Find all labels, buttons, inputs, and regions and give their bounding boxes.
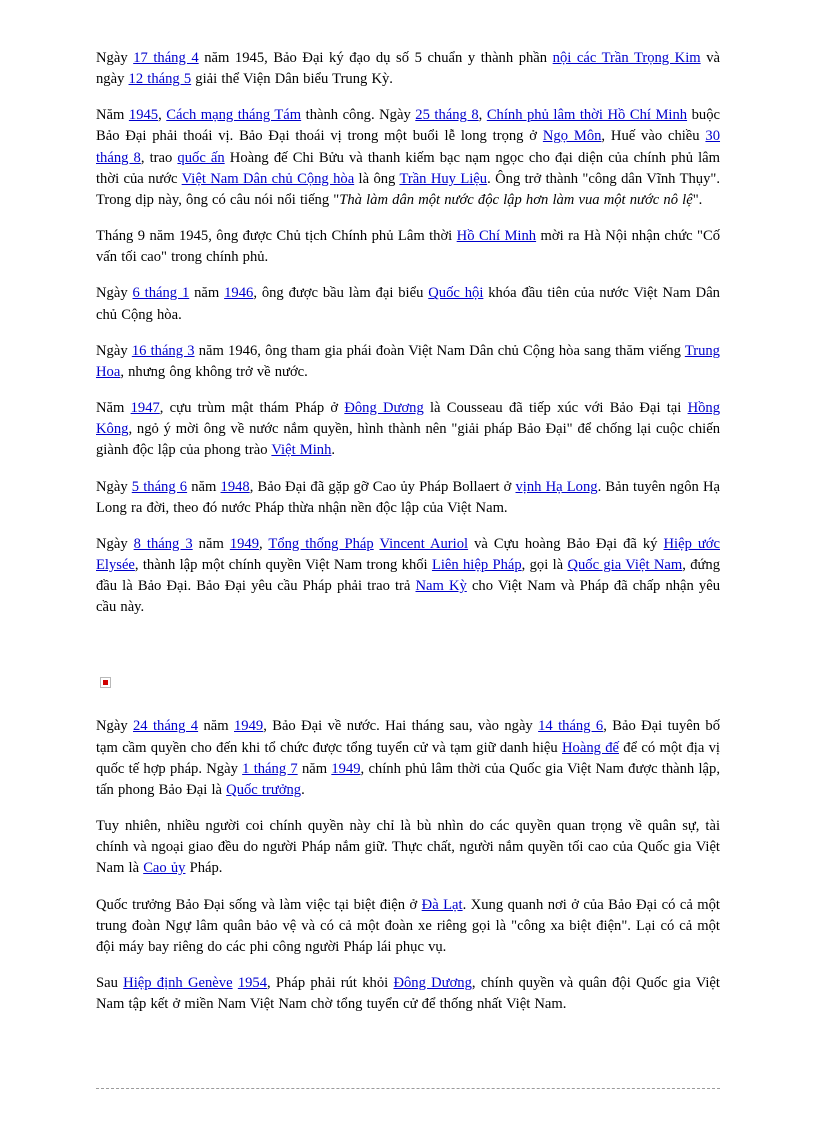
document-link[interactable]: Đà Lạt — [421, 896, 463, 913]
document-link[interactable]: 17 tháng 4 — [133, 50, 199, 66]
paragraph — [96, 398, 720, 461]
document-link[interactable]: Đông Dương — [393, 975, 472, 991]
text-run: . Bản tuyên ngôn Hạ Long ra đời, theo đó nước Pháp thừa nhận nền độc lập của Việt Nam. — [96, 478, 720, 516]
document-link[interactable]: vịnh Hạ Long — [515, 478, 598, 495]
text-run: , — [259, 535, 269, 552]
paragraph — [96, 477, 720, 519]
document-link[interactable]: Việt Minh — [271, 442, 332, 459]
document-link[interactable]: Hiệp định Genève — [123, 975, 233, 991]
text-run: Ngày — [96, 342, 132, 359]
text-run: . — [331, 442, 336, 459]
document-link[interactable]: 1948 — [220, 478, 250, 495]
document-link[interactable]: 1945 — [128, 107, 159, 124]
text-run: , gọi là — [521, 556, 568, 573]
text-run: Tuy nhiên, nhiều người coi chính quyền này chỉ là bù nhìn do các quyền quan trọng về quân sự, tài chính và ngoại giao đều do người Pháp nắm giữ. Thực chất, người nắm quyền tối cao của Quốc gia Việt Nam là — [96, 818, 720, 877]
text-run: Ngày — [96, 478, 132, 495]
text-run: Tháng 9 năm 1945, ông được Chủ tịch Chính phủ Lâm thời — [96, 228, 457, 245]
document-link[interactable]: 1954 — [237, 975, 268, 991]
document-link[interactable]: 16 tháng 3 — [131, 342, 195, 359]
text-run: và Cựu hoàng Bảo Đại đã ký — [468, 535, 664, 552]
text-run: mời ra Hà Nội nhận chức "Cố vấn tối cao" trong chính phủ. — [96, 228, 721, 266]
text-run: , — [478, 107, 487, 124]
text-run: , Bảo Đại tuyên bố tạm cầm quyền cho đến khi tổ chức được tổng tuyển cử và tạm giữ danh hiệu — [96, 718, 720, 756]
document-link[interactable]: Cách mạng tháng Tám — [166, 107, 302, 124]
text-run: Ngày — [96, 718, 133, 735]
document-link[interactable]: 8 tháng 3 — [133, 535, 193, 552]
document-link[interactable]: Hiệp ước Elysée — [96, 535, 720, 573]
text-run: Sau — [96, 975, 124, 991]
document-link[interactable]: 1949 — [229, 535, 260, 552]
text-run: năm — [198, 718, 234, 735]
document-link[interactable]: Liên hiệp Pháp — [431, 556, 522, 573]
text-run: , cựu trùm mật thám Pháp ở — [159, 400, 345, 417]
document-link[interactable]: 6 tháng 1 — [132, 285, 190, 302]
text-run: , Bảo Đại về nước. Hai tháng sau, vào ngày — [263, 718, 539, 735]
text-run: năm 1946, ông tham gia phái đoàn Việt Nam Dân chủ Cộng hòa sang thăm viếng — [194, 342, 685, 359]
text-run: và ngày — [96, 50, 720, 88]
paragraph — [96, 283, 720, 325]
text-run: , ngỏ ý mời ông về nước nắm quyền, hình thành nên "giải pháp Bảo Đại" để chống lại cuộc chiến giành độc lập của phong trào — [96, 421, 720, 459]
document-link[interactable]: Trung Hoa — [96, 342, 720, 380]
document-link[interactable]: Tổng thống Pháp — [268, 535, 374, 552]
document-link[interactable]: Đông Dương — [344, 400, 424, 417]
paragraph — [96, 534, 720, 619]
text-run: năm — [189, 285, 225, 302]
document-link[interactable]: 12 tháng 5 — [128, 71, 192, 88]
text-run: khóa đầu tiên của nước Việt Nam Dân chủ Cộng hòa. — [96, 285, 720, 323]
text-run: Năm — [96, 400, 131, 417]
paragraph — [96, 48, 720, 90]
text-run: , ông được bầu làm đại biểu — [253, 285, 429, 302]
text-run: năm — [297, 760, 332, 777]
document-link[interactable]: Nam Kỳ — [415, 578, 467, 595]
document-link[interactable]: 1949 — [331, 760, 361, 777]
text-run: , thành lập một chính quyền Việt Nam trong khối — [134, 556, 432, 573]
document-link[interactable]: Chính phủ lâm thời Hồ Chí Minh — [486, 107, 688, 124]
document-link[interactable]: 24 tháng 4 — [133, 718, 199, 735]
document-link[interactable]: 5 tháng 6 — [131, 478, 188, 495]
text-run: giải thể Viện Dân biểu Trung Kỳ. — [191, 71, 393, 88]
text-run: , Pháp phải rút khỏi — [267, 975, 394, 991]
document-link[interactable]: 25 tháng 8 — [415, 107, 479, 124]
text-run: Ngày — [96, 535, 134, 552]
document-link[interactable]: Ngọ Môn — [542, 128, 602, 145]
paragraph — [96, 816, 720, 879]
text-run: , Huế vào chiều — [601, 128, 706, 145]
text-run: cho Việt Nam và Pháp đã chấp nhận yêu cầu này. — [96, 578, 720, 616]
text-run: để có một địa vị quốc tế hợp pháp. Ngày — [96, 739, 720, 777]
text-run: Quốc trưởng Bảo Đại sống và làm việc tại biệt điện ở — [96, 896, 422, 913]
document-link[interactable]: Việt Nam Dân chủ Cộng hòa — [181, 170, 355, 187]
paragraph — [96, 716, 720, 801]
document-link[interactable]: Hồ Chí Minh — [456, 228, 537, 245]
text-run: ". — [692, 191, 703, 208]
paragraph — [96, 341, 720, 383]
text-run: , — [158, 107, 167, 124]
document-link[interactable]: nội các Trần Trọng Kim — [552, 50, 701, 66]
text-run: . Ông trở thành "công dân Vĩnh Thụy". Trong dịp này, ông có câu nói nổi tiếng " — [96, 170, 720, 208]
text-run: , chính quyền và quân đội Quốc gia Việt Nam tập kết ở miền Nam Việt Nam chờ tổng tuyển cử để thống nhất Việt Nam. — [96, 975, 720, 1013]
text-run: năm 1945, Bảo Đại ký đạo dụ số 5 chuẩn y thành phần — [198, 50, 553, 66]
document-link[interactable]: Quốc gia Việt Nam — [567, 556, 683, 573]
paragraph — [96, 895, 720, 958]
text-run: năm — [187, 478, 221, 495]
document-link[interactable]: Cao ủy — [143, 860, 186, 877]
document-link[interactable]: Quốc trưởng — [226, 781, 302, 798]
document-link[interactable]: 1946 — [224, 285, 254, 302]
text-run: là Cousseau đã tiếp xúc với Bảo Đại tại — [423, 400, 688, 417]
text-run: Ngày — [96, 50, 134, 66]
text-run: , chính phủ lâm thời của Quốc gia Việt Nam được thành lập, tấn phong Bảo Đại là — [96, 760, 720, 798]
text-run: Năm — [96, 107, 129, 124]
paragraph — [96, 973, 720, 1015]
document-link[interactable]: Hoàng đế — [562, 739, 619, 756]
document-link[interactable]: Quốc hội — [428, 285, 484, 302]
text-run: , đứng đầu là Bảo Đại. Bảo Đại yêu cầu Pháp phải trao trả — [96, 556, 720, 595]
text-run: năm — [192, 535, 230, 552]
text-run: buộc Bảo Đại phải thoái vị. Bảo Đại thoái vị trong một buổi lễ long trọng ở — [96, 107, 720, 145]
document-link[interactable]: 1 tháng 7 — [242, 760, 298, 777]
document-link[interactable]: 14 tháng 6 — [538, 718, 604, 735]
broken-image-icon — [100, 677, 111, 688]
text-run: , Bảo Đại đã gặp gỡ Cao ủy Pháp Bollaert ở — [249, 478, 516, 495]
text-run: . — [301, 781, 305, 798]
text-run: Hoàng đế Chi Bửu và thanh kiếm bạc nạm ngọc cho đại diện của chính phủ lâm thời của nước — [96, 149, 720, 187]
quoted-text: Thà làm dân một nước độc lập hơn làm vua một nước nô lệ — [339, 191, 693, 208]
text-run: , nhưng ông không trở về nước. — [120, 363, 308, 380]
paragraph — [96, 226, 720, 268]
text-run: , trao — [140, 149, 178, 166]
paragraph — [96, 105, 720, 211]
document-link[interactable]: 30 tháng 8 — [96, 128, 721, 166]
document-link[interactable]: 1949 — [234, 718, 264, 735]
text-run: là ông — [354, 170, 400, 187]
document-link[interactable]: Vincent Auriol — [379, 535, 469, 552]
text-run: thành công. Ngày — [301, 107, 416, 124]
footer-divider — [96, 1088, 720, 1089]
text-run: Pháp. — [185, 860, 223, 877]
text-run: Ngày — [96, 285, 133, 302]
text-run: . Xung quanh nơi ở của Bảo Đại có cả một trung đoàn Ngự lâm quân bảo vệ và có cả một đoàn xe riêng gọi là "công xa biệt điện". Lại có cả một đội máy bay riêng do các phi công người Pháp lái phục vụ. — [96, 896, 720, 955]
document-link[interactable]: 1947 — [130, 400, 160, 417]
document-link[interactable]: Trần Huy Liệu — [399, 170, 488, 187]
paragraph-spacer — [96, 633, 720, 667]
document-link[interactable]: quốc ấn — [177, 149, 225, 166]
document-link[interactable]: Hồng Kông — [96, 400, 721, 438]
